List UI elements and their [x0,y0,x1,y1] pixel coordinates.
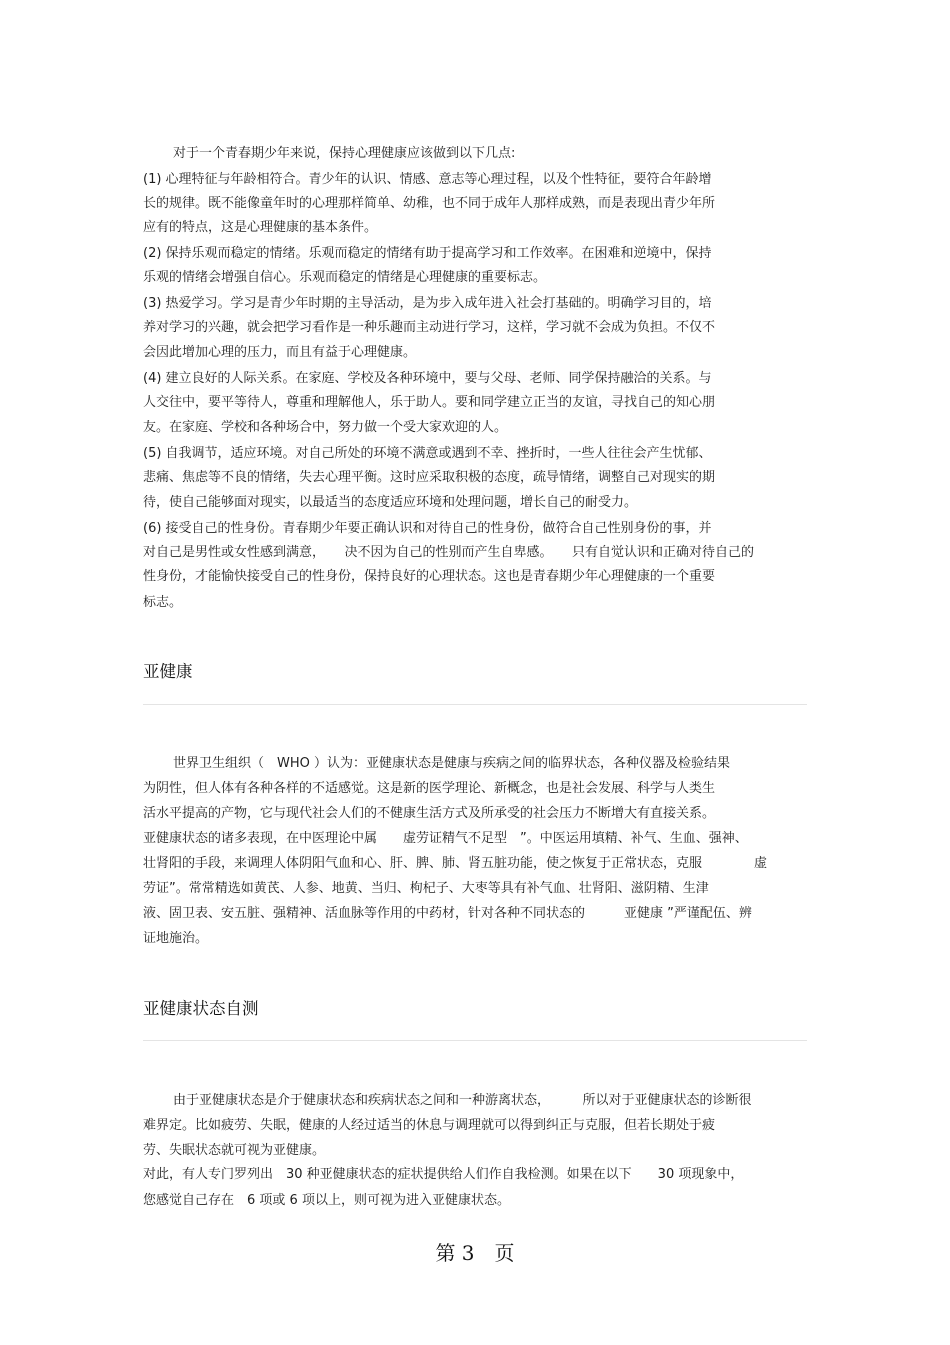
paragraph-line: 对此，有人专门罗列出 30 种亚健康状态的症状提供给人们作自我检测。如果在以下 30 项现象中， [143,1167,744,1182]
paragraph-line: (5) 自我调节，适应环境。对自己所处的环境不满意或遇到不幸、挫折时，一些人往往会产生忧郁、 [143,446,712,461]
paragraph-line: 友。在家庭、学校和各种场合中，努力做一个受大家欢迎的人。 [143,420,508,435]
paragraph-line: 待，使自己能够面对现实，以最适当的态度适应环境和处理问题，增长自己的耐受力。 [143,495,638,510]
paragraph-line: 悲痛、焦虑等不良的情绪，失去心理平衡。这时应采取积极的态度，疏导情绪，调整自己对现实的期 [143,470,716,485]
paragraph-line: 由于亚健康状态是介于健康状态和疾病状态之间和一种游离状态， 所以对于亚健康状态的诊断很 [173,1093,752,1108]
paragraph-line: 您感觉自己存在 6 项或 6 项以上，则可视为进入亚健康状态。 [143,1193,510,1208]
paragraph-line: 乐观的情绪会增强自信心。乐观而稳定的情绪是心理健康的重要标志。 [143,270,547,285]
paragraph-line: 壮肾阳的手段，来调理人体阴阳气血和心、肝、脾、肺、肾五脏功能，使之恢复于正常状态，克服 虚 [143,856,768,871]
paragraph-line: 人交往中，要平等待人，尊重和理解他人，乐于助人。要和同学建立正当的友谊，寻找自己的知心朋 [143,395,716,410]
paragraph-line: 世界卫生组织（ WHO ）认为：亚健康状态是健康与疾病之间的临界状态，各种仪器及检验结果 [173,756,730,771]
paragraph-line: 长的规律。既不能像童年时的心理那样简单、幼稚，也不同于成年人那样成熟，而是表现出青少年所 [143,196,716,211]
paragraph-line: (3) 热爱学习。学习是青少年时期的主导活动，是为步入成年进入社会打基础的。明确学习目的，培 [143,296,712,311]
paragraph-line: 亚健康状态的诸多表现，在中医理论中属 虚劳证精气不足型 ”。中医运用填精、补气、生血、强神、 [143,831,748,846]
paragraph-line: 液、固卫表、安五脏、强精神、活血脉等作用的中药材，针对各种不同状态的 亚健康 ”严谨配伍、辨 [143,906,752,921]
paragraph-line: 会因此增加心理的压力，而且有益于心理健康。 [143,345,417,360]
paragraph-line: 养对学习的兴趣，就会把学习看作是一种乐趣而主动进行学习，这样，学习就不会成为负担。不仅不 [143,320,716,335]
paragraph-line: 证地施治。 [143,931,209,946]
page-number: 第 3 页 [435,1241,515,1265]
paragraph-line: 劳证”。常常精选如黄芪、人参、地黄、当归、枸杞子、大枣等具有补气血、壮肾阳、滋阴精、生津 [143,881,709,896]
paragraph-line: 应有的特点，这是心理健康的基本条件。 [143,220,378,235]
section-heading: 亚健康状态自测 [143,999,259,1018]
paragraph-line: 活水平提高的产物，它与现代社会人们的不健康生活方式及所承受的社会压力不断增大有直接关系。 [143,806,716,821]
paragraph-line: (4) 建立良好的人际关系。在家庭、学校及各种环境中，要与父母、老师、同学保持融洽的关系。与 [143,371,712,386]
paragraph-line: (6) 接受自己的性身份。青春期少年要正确认识和对待自己的性身份，做符合自己性别身份的事，并 [143,521,712,536]
heading-divider [143,704,807,705]
paragraph-line: 性身份，才能愉快接受自己的性身份，保持良好的心理状态。这也是青春期少年心理健康的一个重要 [143,569,716,584]
heading-divider [143,1040,807,1041]
paragraph-line: 标志。 [143,595,183,610]
section-heading: 亚健康 [143,662,193,681]
paragraph-line: 为阴性，但人体有各种各样的不适感觉。这是新的医学理论、新概念，也是社会发展、科学与人类生 [143,781,716,796]
paragraph-line: 对自己是男性或女性感到满意， 决不因为自己的性别而产生自卑感。 只有自觉认识和正确对待自己的 [143,545,755,560]
paragraph-line: 劳、失眠状态就可视为亚健康。 [143,1143,326,1158]
paragraph-line: 对于一个青春期少年来说，保持心理健康应该做到以下几点: [173,146,516,161]
paragraph-line: (1) 心理特征与年龄相符合。青少年的认识、情感、意志等心理过程，以及个性特征，要符合年龄增 [143,172,712,187]
paragraph-line: 难界定。比如疲劳、失眠，健康的人经过适当的休息与调理就可以得到纠正与克服，但若长期处于疲 [143,1118,716,1133]
paragraph-line: (2) 保持乐观而稳定的情绪。乐观而稳定的情绪有助于提高学习和工作效率。在困难和逆境中，保持 [143,246,712,261]
